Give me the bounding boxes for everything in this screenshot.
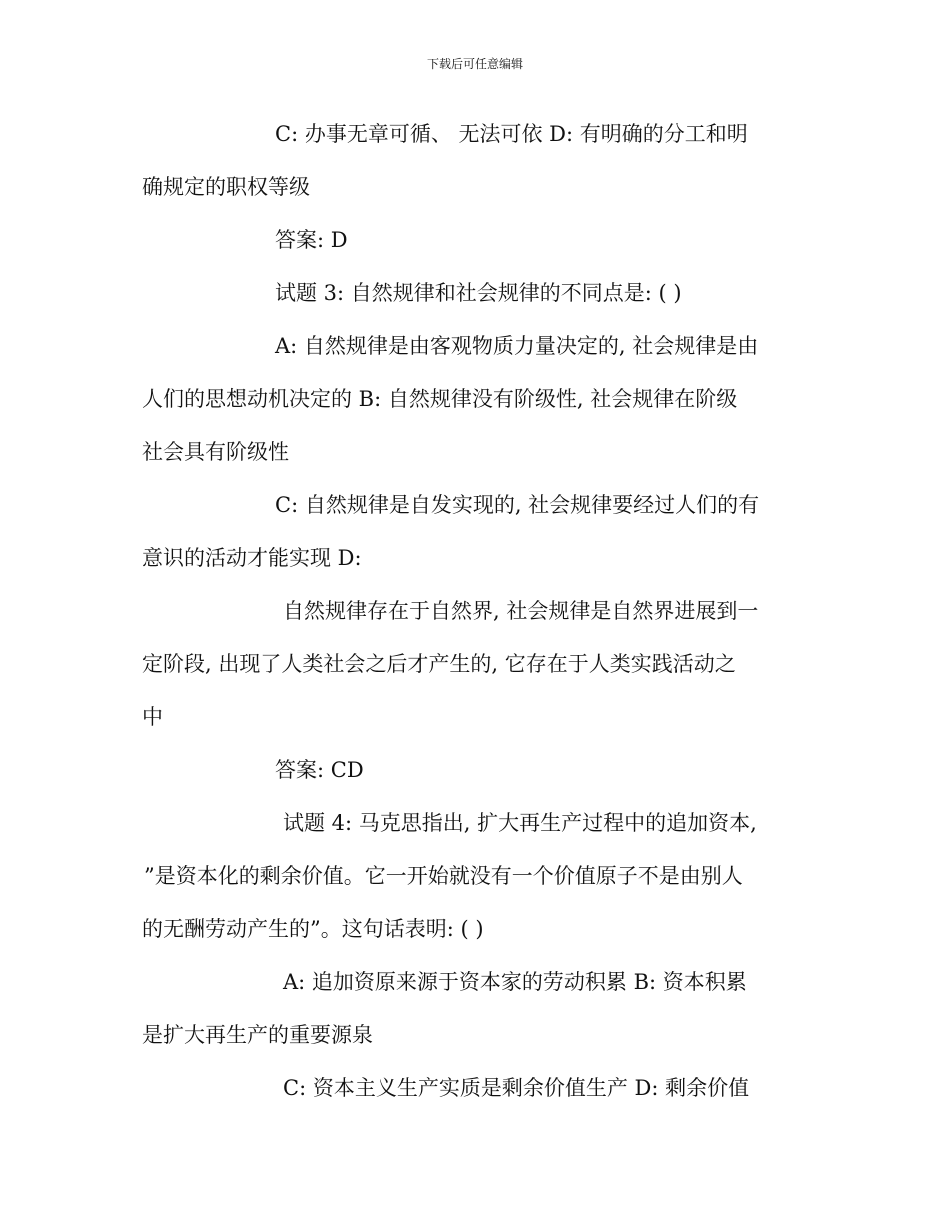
text-line: C: 自然规律是自发实现的, 社会规律要经过人们的有	[275, 493, 760, 517]
answer-line: 答案: D	[275, 228, 348, 252]
text-line: 自然规律存在于自然界, 社会规律是自然界进展到一	[283, 599, 759, 623]
question-title: 试题 3: 自然规律和社会规律的不同点是: ( )	[275, 281, 682, 305]
text-line: 定阶段, 出现了人类社会之后才产生的, 它存在于人类实践活动之	[142, 652, 736, 676]
text-line: C: 办事无章可循、 无法可依 D: 有明确的分工和明	[275, 122, 748, 146]
text-line: 是扩大再生产的重要源泉	[142, 1023, 373, 1047]
document-body	[142, 108, 810, 1115]
answer-line: 答案: CD	[275, 758, 364, 782]
page-header-note: 下载后可任意编辑	[426, 57, 523, 71]
text-line: 意识的活动才能实现 D:	[142, 546, 362, 570]
text-line: 中	[142, 705, 163, 729]
text-line: C: 资本主义生产实质是剩余价值生产 D: 剩余价值	[283, 1076, 750, 1100]
text-line: 人们的思想动机决定的 B: 自然规律没有阶级性, 社会规律在阶级	[142, 387, 738, 411]
text-line: A: 追加资原来源于资本家的劳动积累 B: 资本积累	[283, 970, 747, 994]
text-line: A: 自然规律是由客观物质力量决定的, 社会规律是由	[275, 334, 759, 358]
text-line: 的无酬劳动产生的”。这句话表明: ( )	[142, 917, 484, 941]
text-line: 社会具有阶级性	[142, 440, 289, 464]
question-title: 试题 4: 马克思指出, 扩大再生产过程中的追加资本,	[283, 811, 757, 835]
text-line: ”是资本化的剩余价值。它一开始就没有一个价值原子不是由别人	[144, 864, 743, 888]
text-line: 确规定的职权等级	[142, 175, 310, 199]
